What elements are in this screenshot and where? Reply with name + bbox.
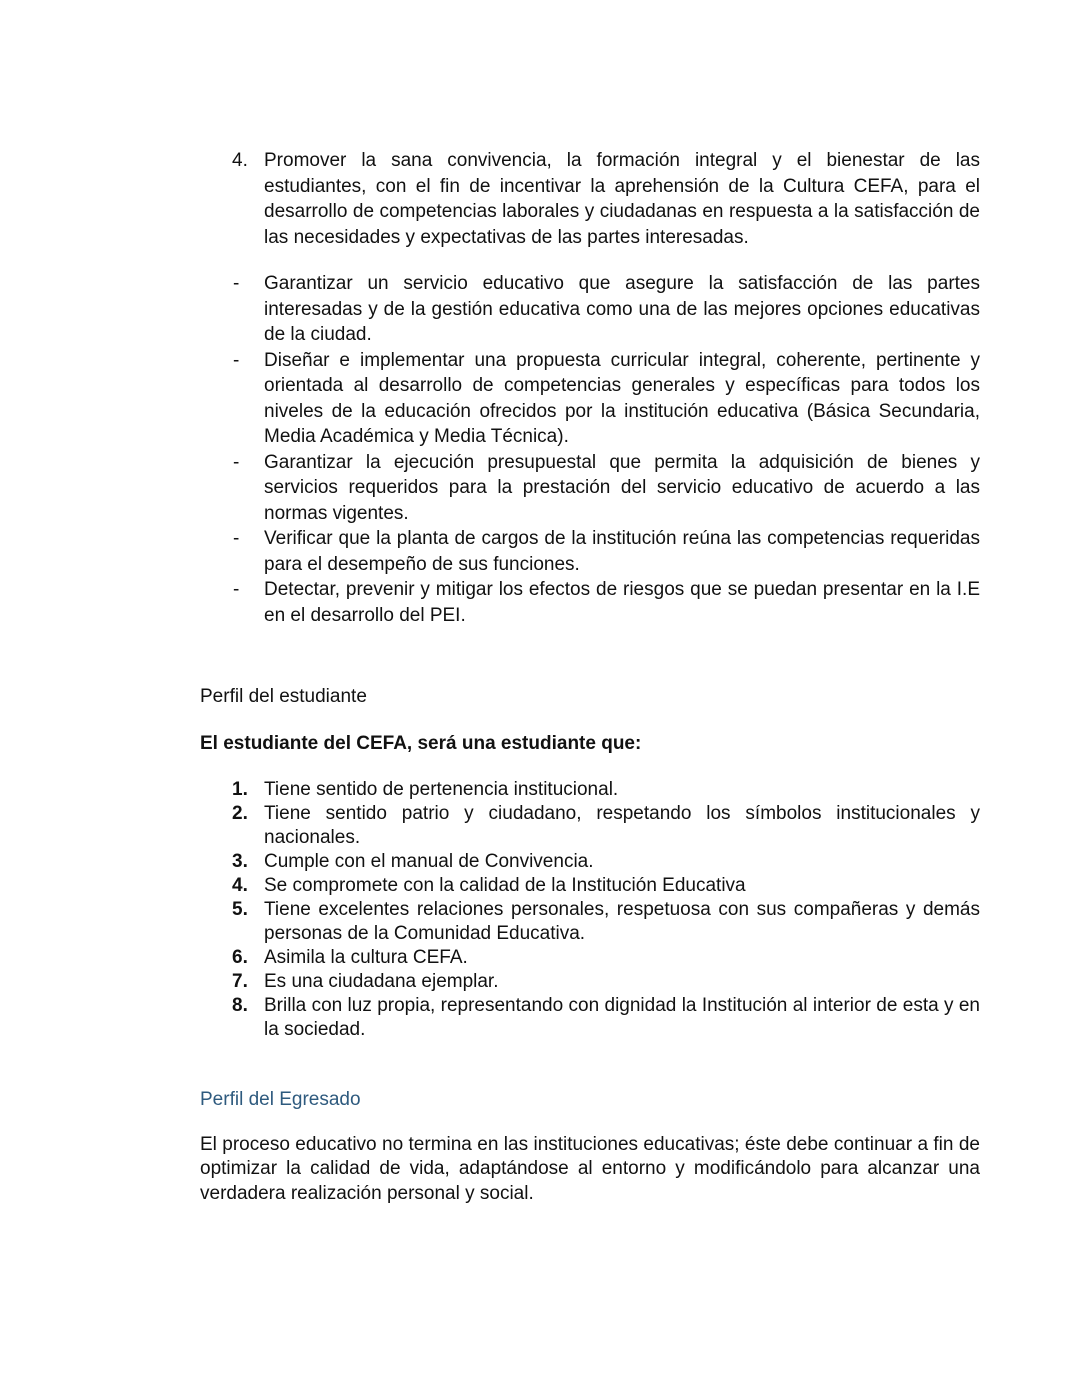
list-item — [200, 898, 980, 946]
list-item — [200, 970, 980, 994]
student-profile-list — [200, 778, 980, 1042]
dash-list — [200, 271, 980, 628]
list-item — [200, 526, 980, 577]
list-item — [200, 994, 980, 1042]
list-item-text: Tiene sentido patrio y ciudadano, respetando los símbolos institucionales y nacionales. — [264, 803, 980, 848]
list-item — [200, 946, 980, 970]
list-item-text: Detectar, prevenir y mitigar los efectos de riesgos que se puedan presentar en la I.E en el desarrollo del PEI. — [264, 579, 980, 626]
list-item-text: Cumple con el manual de Convivencia. — [264, 851, 594, 872]
page-content — [200, 148, 980, 1206]
list-item-text: Asimila la cultura CEFA. — [264, 947, 468, 968]
graduate-profile-heading: Perfil del Egresado — [200, 1089, 361, 1110]
list-item-text: Brilla con luz propia, representando con dignidad la Institución al interior de esta y en la sociedad. — [264, 995, 980, 1040]
dash-marker: - — [233, 528, 240, 549]
dash-marker: - — [233, 349, 240, 371]
list-item-text: Tiene excelentes relaciones personales, respetuosa con sus compañeras y demás personas de la Comunidad Educativa. — [264, 899, 980, 944]
dash-marker: - — [233, 273, 240, 294]
list-number: 6. — [232, 947, 248, 968]
list-item-text: Tiene sentido de pertenencia institucional. — [264, 779, 619, 800]
list-item-text: Garantizar la ejecución presupuestal que permita la adquisición de bienes y servicios requeridos para la prestación del servicio educativo de acuerdo a las normas vigentes. — [264, 451, 980, 524]
list-item — [200, 802, 980, 850]
list-item-text: Verificar que la planta de cargos de la institución reúna las competencias requeridas para el desempeño de sus funciones. — [264, 528, 980, 575]
list-item-text: Diseñar e implementar una propuesta curricular integral, coherente, pertinente y orientada al desarrollo de competencias generales y específicas para todos los niveles de la educación ofrecidos por la institución educativa (Básica Secundaria, Media Académica y Media Técnica). — [264, 349, 980, 447]
list-number: 4. — [232, 875, 248, 896]
list-number: 1. — [232, 779, 248, 800]
list-item — [200, 850, 980, 874]
list-item-text: Es una ciudadana ejemplar. — [264, 971, 499, 992]
objective-item-4 — [200, 148, 980, 250]
list-item — [200, 348, 980, 450]
student-profile-intro: El estudiante del CEFA, será una estudiante que: — [200, 732, 642, 754]
list-number: 3. — [232, 851, 248, 872]
list-item — [200, 271, 980, 348]
list-item — [200, 577, 980, 628]
list-item-text: Garantizar un servicio educativo que asegure la satisfacción de las partes interesadas y de la gestión educativa como una de las mejores opciones educativas de la ciudad. — [264, 273, 980, 345]
list-item-text: Se compromete con la calidad de la Institución Educativa — [264, 875, 746, 896]
list-item — [200, 874, 980, 898]
list-number: 4. — [232, 150, 248, 171]
list-number: 5. — [232, 899, 248, 920]
student-profile-heading: Perfil del estudiante — [200, 686, 367, 707]
list-item — [200, 450, 980, 527]
list-item — [200, 778, 980, 802]
graduate-profile-paragraph: El proceso educativo no termina en las instituciones educativas; éste debe continuar a fin de optimizar la calidad de vida, adaptándose al entorno y modificándolo para alcanzar una verdadera realización personal y social. — [200, 1133, 980, 1204]
dash-marker: - — [233, 451, 240, 473]
dash-marker: - — [233, 579, 240, 600]
list-number: 8. — [232, 995, 248, 1016]
list-number: 2. — [232, 803, 248, 824]
list-number: 7. — [232, 971, 248, 992]
list-item-text: Promover la sana convivencia, la formación integral y el bienestar de las estudiantes, con el fin de incentivar la aprehensión de la Cultura CEFA, para el desarrollo de competencias laborales y ciudadanas en respuesta a la satisfacción de las necesidades y expectativas de las partes interesadas. — [264, 150, 980, 248]
